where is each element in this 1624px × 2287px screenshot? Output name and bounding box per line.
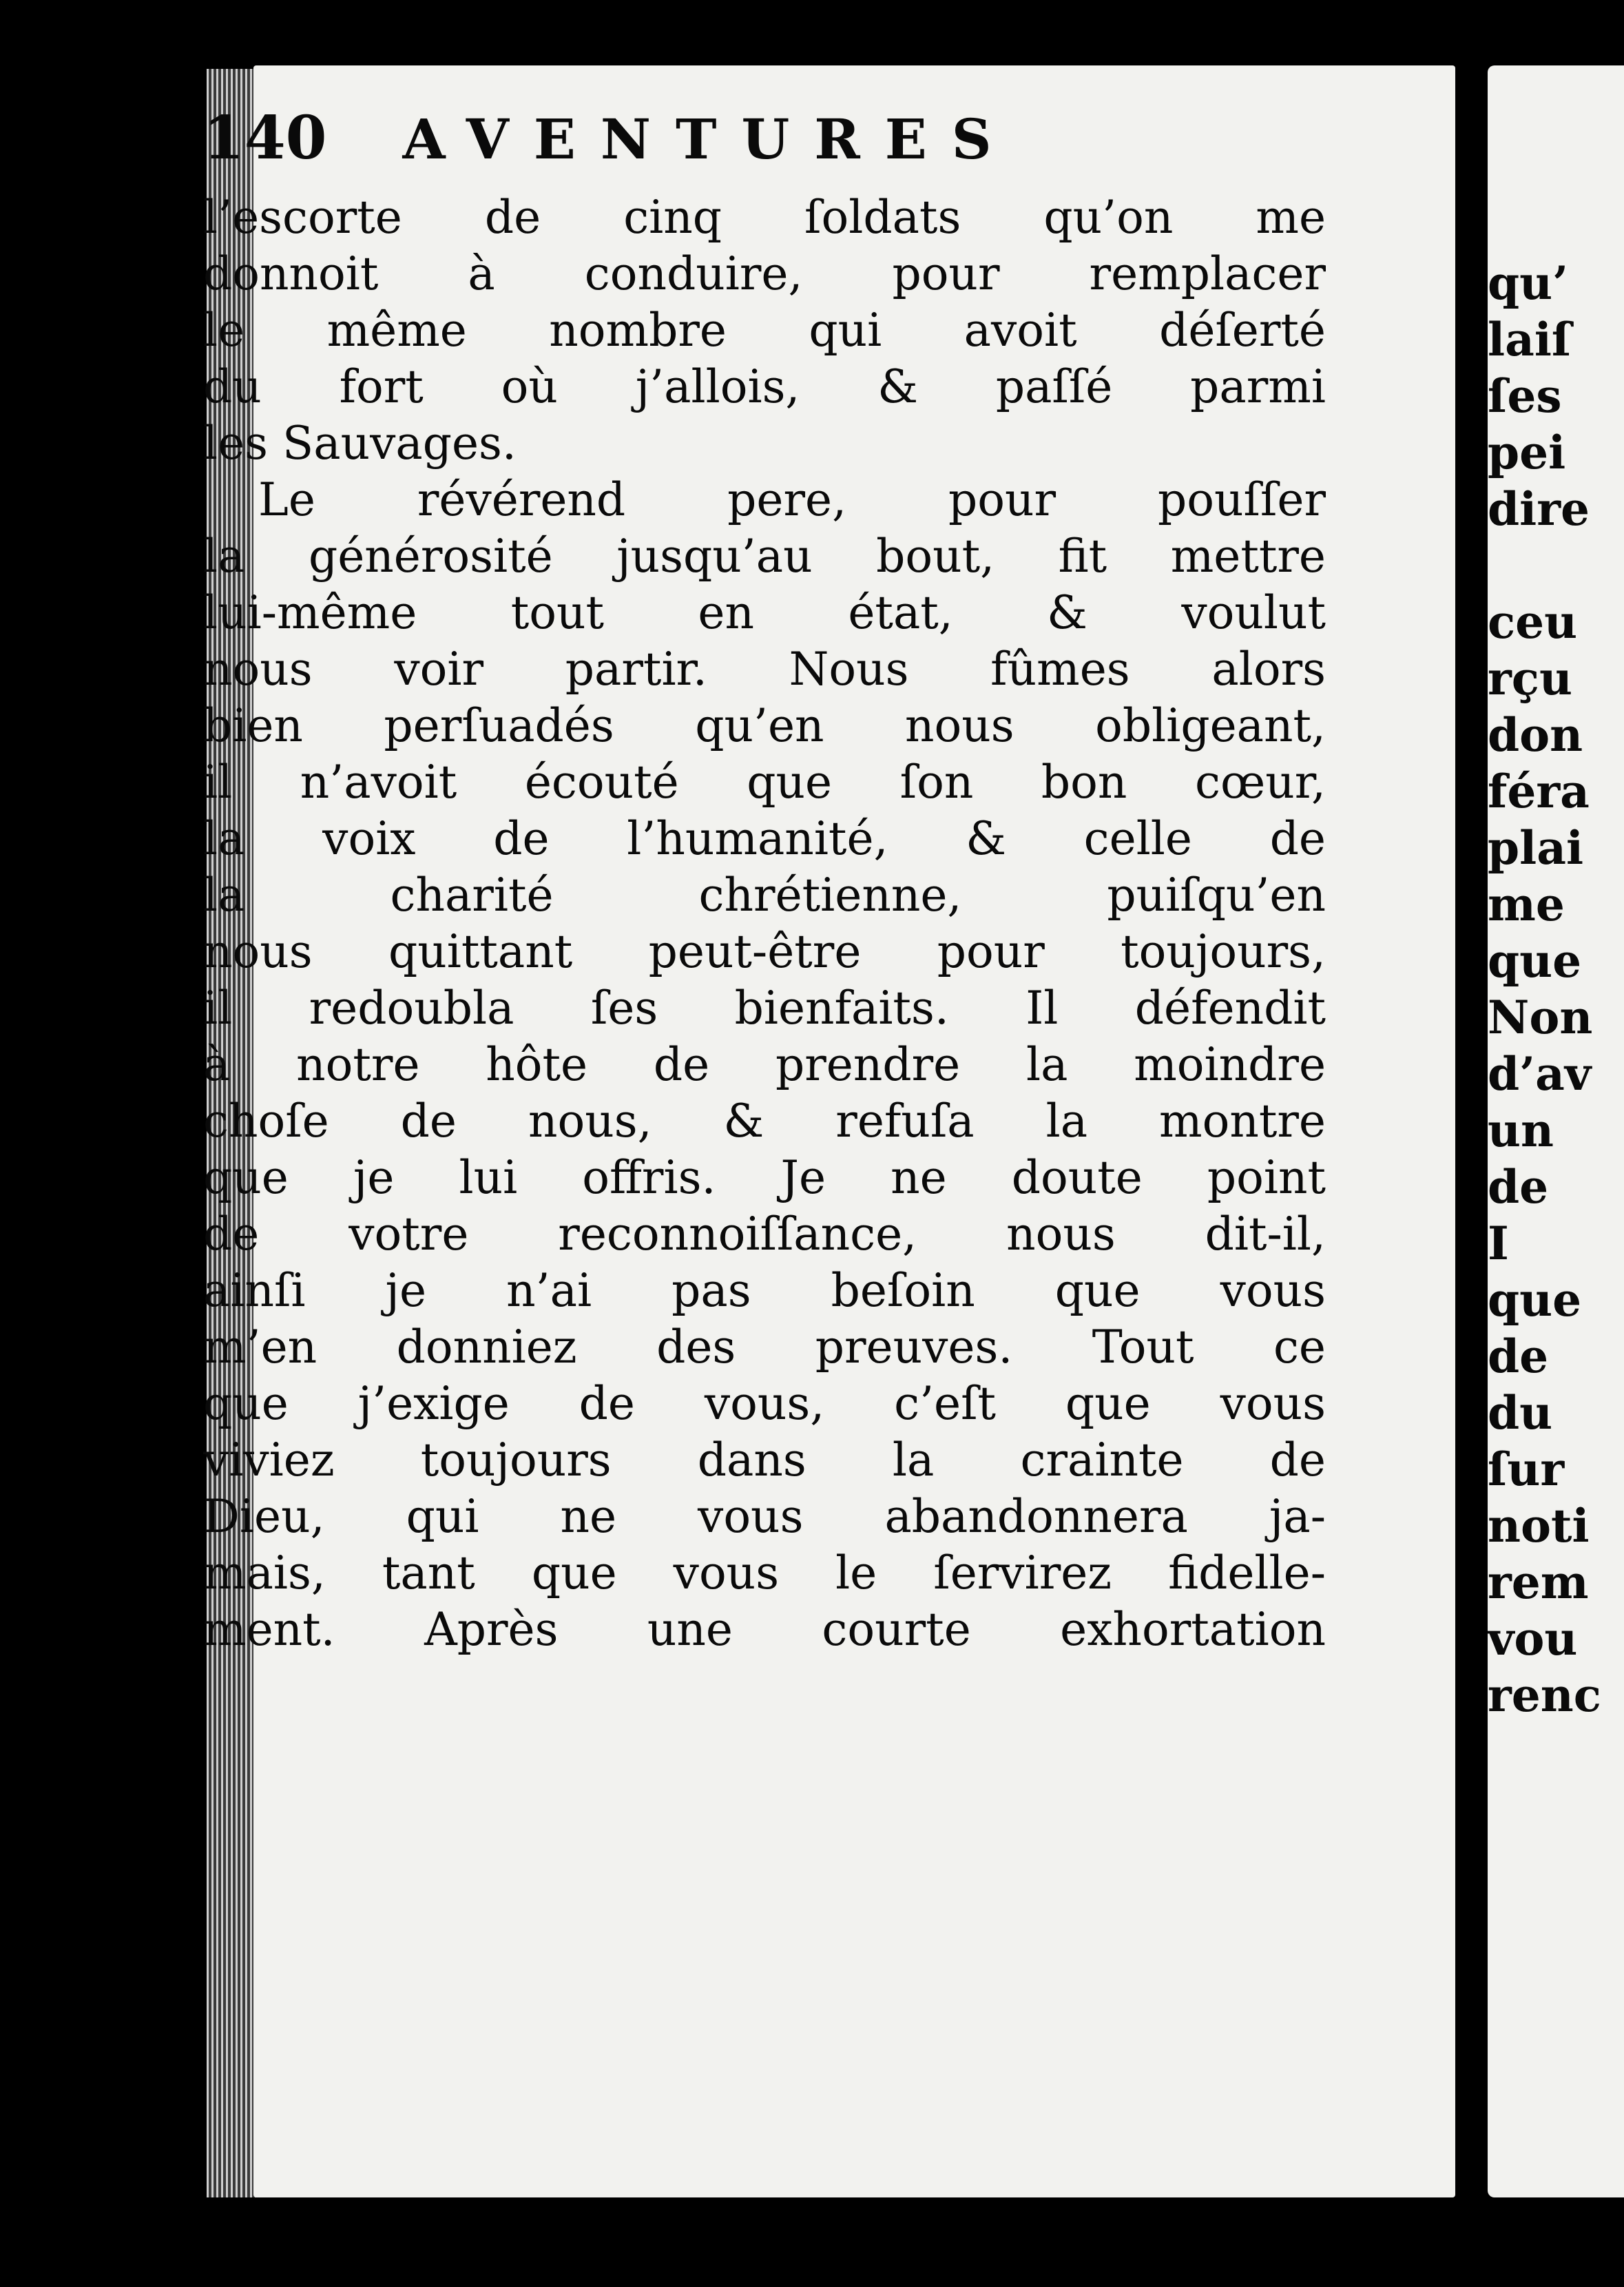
facing-line: vou bbox=[1488, 1612, 1578, 1666]
text-line: viviez toujours dans la crainte de bbox=[203, 1434, 1326, 1487]
facing-page bbox=[1488, 65, 1624, 2197]
text-line: donnoit à conduire, pour remplacer bbox=[203, 247, 1326, 300]
facing-line: noti bbox=[1488, 1499, 1590, 1553]
facing-line: dire bbox=[1488, 482, 1590, 536]
text-line: la générosité jusqu’au bout, fit mettre bbox=[203, 530, 1326, 583]
facing-line bbox=[1488, 537, 1601, 594]
facing-line: de bbox=[1488, 1329, 1549, 1383]
text-line: que je lui offris. Je ne doute point bbox=[203, 1151, 1326, 1204]
text-line: l’escorte de cinq ſoldats qu’on me bbox=[203, 191, 1326, 244]
facing-line: Non bbox=[1488, 991, 1593, 1044]
facing-line: don bbox=[1488, 708, 1583, 762]
facing-line: ſes bbox=[1488, 369, 1562, 423]
text-line: bien perſuadés qu’en nous obligeant, bbox=[203, 699, 1326, 752]
text-line: il redoubla ſes bienfaits. Il défendit bbox=[203, 982, 1326, 1035]
text-line: les Sauvages. bbox=[203, 417, 517, 470]
page-header bbox=[203, 103, 1181, 193]
facing-line: plai bbox=[1488, 821, 1584, 875]
facing-line: ceu bbox=[1488, 595, 1578, 649]
text-line: mais, tant que vous le ſervirez fidelle- bbox=[203, 1546, 1326, 1600]
text-line: il n’avoit écouté que ſon bon cœur, bbox=[203, 756, 1326, 809]
text-line: lui-même tout en état, & voulut bbox=[203, 586, 1326, 639]
facing-line: me bbox=[1488, 878, 1565, 931]
text-line: la voix de l’humanité, & celle de bbox=[203, 812, 1326, 865]
facing-line: ſur bbox=[1488, 1442, 1565, 1496]
text-line: que j’exige de vous, c’eſt que vous bbox=[203, 1377, 1326, 1430]
text-line: la charité chrétienne, puiſqu’en bbox=[203, 869, 1326, 922]
facing-line: que bbox=[1488, 934, 1582, 988]
text-line: à notre hôte de prendre la moindre bbox=[203, 1038, 1326, 1091]
text-line: nous voir partir. Nous fûmes alors bbox=[203, 643, 1326, 696]
text-line: du fort où j’allois, & paſſé parmi bbox=[203, 360, 1326, 413]
text-line: Dieu, qui ne vous abandonnera ja- bbox=[203, 1490, 1326, 1543]
text-line: m’en donniez des preuves. Tout ce bbox=[203, 1321, 1326, 1374]
text-line: Le révérend pere, pour pouſſer bbox=[258, 473, 1326, 526]
text-line: ment. Après une courte exhortation bbox=[203, 1603, 1326, 1656]
running-title: AVENTURES bbox=[402, 107, 1017, 172]
facing-line: rçu bbox=[1488, 652, 1572, 705]
facing-line: laiſ bbox=[1488, 313, 1572, 366]
text-line: choſe de nous, & refuſa la montre bbox=[203, 1095, 1326, 1148]
facing-page-text bbox=[1488, 255, 1601, 1724]
facing-line: du bbox=[1488, 1386, 1553, 1440]
facing-line: I bbox=[1488, 1217, 1509, 1270]
facing-line: de bbox=[1488, 1160, 1549, 1214]
text-line: le même nombre qui avoit déſerté bbox=[203, 304, 1326, 357]
facing-line: d’av bbox=[1488, 1047, 1592, 1101]
facing-line: rem bbox=[1488, 1555, 1589, 1609]
facing-line: renc bbox=[1488, 1668, 1601, 1722]
page-number: 140 bbox=[203, 103, 327, 173]
facing-line: féra bbox=[1488, 765, 1590, 818]
text-line: ainſi je n’ai pas beſoin que vous bbox=[203, 1264, 1326, 1317]
text-line: de votre reconnoiſſance, nous dit-il, bbox=[203, 1208, 1326, 1261]
text-line: nous quittant peut-être pour toujours, bbox=[203, 925, 1326, 978]
facing-line: que bbox=[1488, 1273, 1582, 1327]
facing-line: pei bbox=[1488, 426, 1566, 479]
facing-line: un bbox=[1488, 1104, 1554, 1157]
body-text bbox=[203, 189, 1326, 1658]
facing-line: qu’ bbox=[1488, 256, 1569, 310]
